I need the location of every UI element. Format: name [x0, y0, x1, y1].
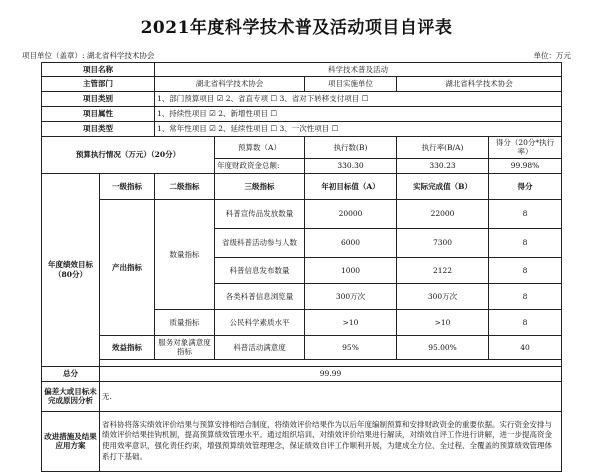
budget-sub-label: 年度财政资金总额: [215, 158, 305, 173]
indicator-score: 40 [489, 335, 562, 359]
service-label: 服务对象满意度指标 [155, 335, 215, 359]
table-row [42, 173, 562, 199]
output-label: 产出指标 [100, 199, 155, 335]
category-value: 1、部门预算项目 ☑ 2、省直专项 ☐ 3、省对下转移支付项目 ☐ [155, 92, 562, 107]
indicator-target: 20000 [305, 199, 397, 228]
indicator-target: 300万次 [305, 283, 397, 309]
category-label: 项目类别 [42, 92, 155, 107]
budget-header-b: 执行数(B) [305, 137, 397, 159]
indicator-target: 1000 [305, 257, 397, 283]
table-row [42, 137, 562, 159]
dept-label: 主管部门 [42, 77, 155, 92]
quantity-label: 数量指标 [155, 199, 215, 309]
budget-header-rate: 执行率(B/A) [397, 137, 489, 159]
indicator-actual: 2122 [397, 257, 489, 283]
deviation-value: 无. [100, 381, 562, 411]
budget-label: 预算执行情况（万元）（20分） [42, 137, 215, 174]
budget-a-value: 330.30 [305, 158, 397, 173]
indicator-score: 8 [489, 283, 562, 309]
improve-label: 改进措施及结果应用方案 [42, 411, 100, 471]
table-row [42, 122, 562, 137]
indicator-name: 省级科普活动参与人数 [215, 228, 305, 257]
col-header-level1: 一级指标 [100, 173, 155, 199]
col-header-target: 年初目标值（A） [305, 173, 397, 199]
total-label: 总分 [42, 366, 100, 381]
indicator-score: 8 [489, 309, 562, 335]
page-title: 2021年度科学技术普及活动项目自评表 [140, 18, 453, 38]
project-name-value: 科学技术普及活动 [155, 63, 562, 77]
dept-value: 湖北省科学技术协会 [155, 77, 305, 92]
table-row [42, 77, 562, 92]
indicator-name: 公民科学素质水平 [215, 309, 305, 335]
col-header-level2: 二级指标 [155, 173, 215, 199]
budget-header-score: 得分（20分*执行率） [489, 137, 562, 159]
project-name-label: 项目名称 [42, 63, 155, 77]
table-row [42, 107, 562, 122]
indicator-score: 8 [489, 257, 562, 283]
budget-b-value: 330.23 [397, 158, 489, 173]
quality-label: 质量指标 [155, 309, 215, 335]
table-row [42, 92, 562, 107]
table-row [42, 335, 562, 359]
impl-value: 湖北省科学技术协会 [397, 77, 562, 92]
indicator-target: 95% [305, 335, 397, 359]
goal-label: 年度绩效目标（80分） [42, 173, 100, 366]
col-header-actual: 实际完成值（B） [397, 173, 489, 199]
indicator-actual: 95.00% [397, 335, 489, 359]
budget-rate-value: 99.98% [489, 158, 562, 173]
indicator-name: 各类科普信息浏览量 [215, 283, 305, 309]
indicator-actual: >10 [397, 309, 489, 335]
amount-unit: 单位：万元 [533, 51, 571, 60]
table-row [42, 411, 562, 471]
indicator-name: 科普活动满意度 [215, 335, 305, 359]
project-unit-line: 项目单位（盖章）: 湖北省科学技术协会 [22, 51, 155, 60]
indicator-target: >10 [305, 309, 397, 335]
indicator-score: 8 [489, 199, 562, 228]
table-row [42, 63, 562, 77]
attr-label: 项目属性 [42, 107, 155, 122]
benefit-label: 效益指标 [100, 335, 155, 359]
indicator-target: 6000 [305, 228, 397, 257]
col-header-score: 得分 [489, 173, 562, 199]
impl-label: 项目实施单位 [305, 77, 397, 92]
table-row [42, 359, 562, 366]
attr-value: 1、持续性项目 ☑ 2、新增性项目 ☐ [155, 107, 562, 122]
col-header-level3: 三级指标 [215, 173, 305, 199]
spacer-cell [100, 359, 562, 366]
table-row [42, 381, 562, 411]
indicator-actual: 300万次 [397, 283, 489, 309]
indicator-name: 科普宣传品发放数量 [215, 199, 305, 228]
evaluation-table [41, 62, 562, 472]
improve-text: 省科协将落实绩效评价结果与预算安排相结合制度，将绩效评价结果作为以后年度编制预算和安排财政资金的重要依据。实行资金安排与绩效评价结果挂钩机制，提高预算绩效管理水平。通过组织培训、对绩效评价结果进行解读，对绩效自评工作进行讲解，进一步提高资金使用效率意识，强化责任约束，增强预算绩效管理理念，保证绩效自评工作顺利开展，为建成全方位、全过程、全覆盖的预算绩效管理体系打下基础。 [100, 411, 562, 471]
type-label: 项目类型 [42, 122, 155, 137]
indicator-actual: 22000 [397, 199, 489, 228]
budget-header-a: 预算数（A） [215, 137, 305, 159]
type-value: 1、常年性项目 ☑ 2、延续性项目 ☐ 3、一次性项目 ☐ [155, 122, 562, 137]
table-row [42, 199, 562, 228]
table-row [42, 366, 562, 381]
indicator-actual: 7300 [397, 228, 489, 257]
deviation-label: 偏差大或目标未完成原因分析 [42, 381, 100, 411]
indicator-score: 8 [489, 228, 562, 257]
indicator-name: 科普信息发布数量 [215, 257, 305, 283]
total-value: 99.99 [100, 366, 562, 381]
